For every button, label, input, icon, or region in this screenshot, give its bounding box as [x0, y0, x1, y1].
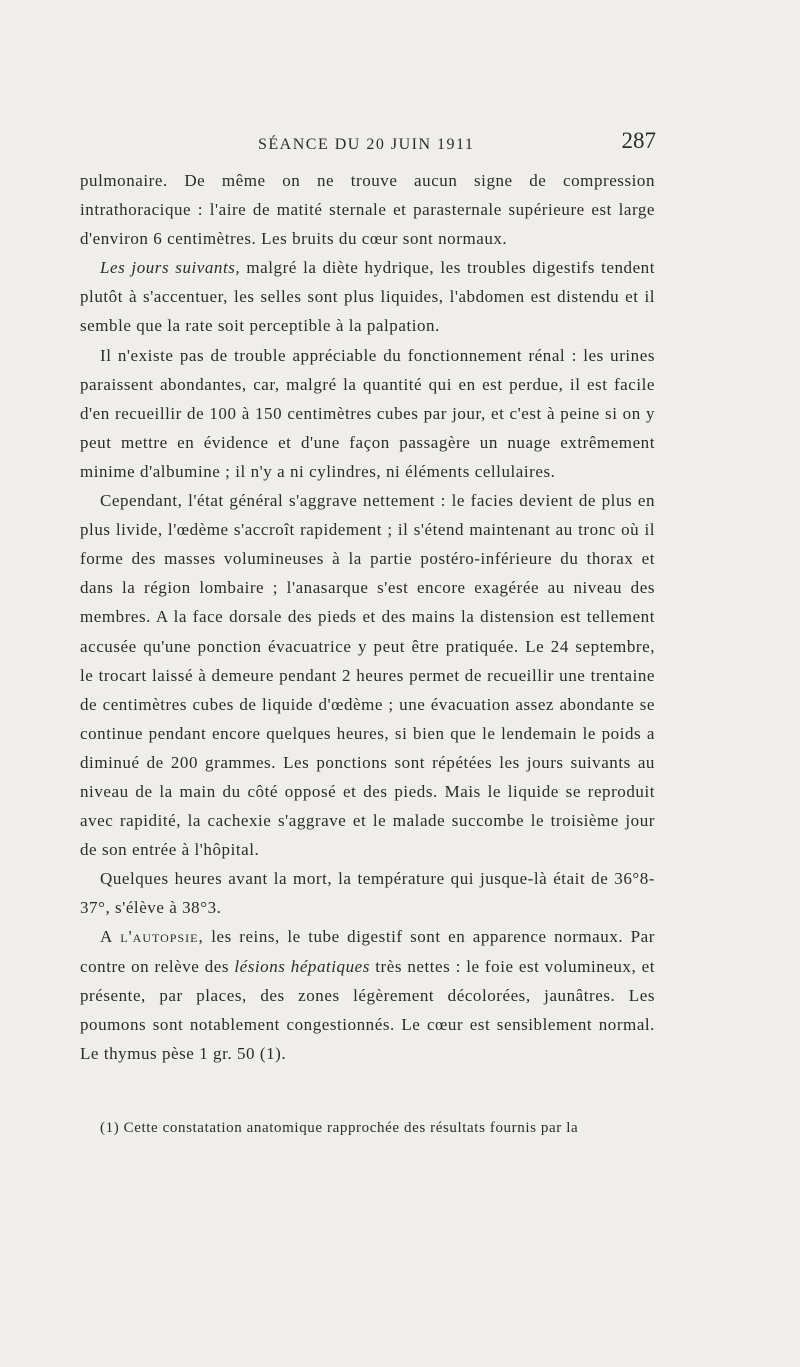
paragraph-6-text-a: les reins, le tube digestif sont en apparence normaux. Par contre on relève des [80, 927, 655, 976]
paragraph-3-text: Il n'existe pas de trouble appréciable du fonctionnement rénal : les urines paraissent abondantes, car, malgré la quantité qui en est perdue, il est facile d'en recueillir de 100 à 150 centimètres cubes par jour, et c'est à peine si on y peut mettre en évidence et d'une façon passagère un nuage extrêmement minime d'albumine ; il n'y a ni cylindres, ni éléments cellulaires. [80, 345, 655, 481]
paragraph-1-text: pulmonaire. De même on ne trouve aucun signe de compression intrathoracique : l'aire de matité sternale et parasternale supérieure est large d'environ 6 centimètres. Les bruits du cœur sont normaux. [80, 171, 655, 249]
paragraph-3 [80, 341, 655, 486]
paragraph-6-italic: lésions hépatiques [234, 956, 370, 976]
footnote: (1) Cette constatation anatomique rapprochée des résultats fournis par la [100, 1120, 579, 1136]
paragraph-4 [80, 486, 655, 864]
paragraph-1 [80, 166, 655, 253]
paragraph-6 [80, 922, 655, 1067]
paragraph-6-lead: A l'autopsie, [100, 927, 204, 947]
running-title: SÉANCE DU 20 JUIN 1911 [258, 136, 475, 153]
paragraph-2 [80, 253, 655, 340]
paragraph-5 [80, 864, 655, 922]
page-header [80, 128, 660, 162]
paragraph-5-text: Quelques heures avant la mort, la température qui jusque-là était de 36°8-37°, s'élève à 38°3. [80, 869, 655, 918]
body-text [80, 166, 655, 1068]
paragraph-4-text: Cependant, l'état général s'aggrave nettement : le facies devient de plus en plus livide, l'œdème s'accroît rapidement ; il s'étend maintenant au tronc où il forme des masses volumineuses à la partie postéro-inférieure du thorax et dans la région lombaire ; l'anasarque s'est encore exagérée au niveau des membres. A la face dorsale des pieds et des mains la distension est tellement accusée qu'une ponction évacuatrice y peut être pratiquée. Le 24 septembre, le trocart laissé à demeure pendant 2 heures permet de recueillir une trentaine de centimètres cubes de liquide d'œdème ; une évacuation assez abondante se continue pendant encore quelques heures, si bien que le lendemain le poids a diminué de 200 grammes. Les ponctions sont répétées les jours suivants au niveau de la main du côté opposé et des pieds. Mais le liquide se reproduit avec rapidité, la cachexie s'aggrave et le malade succombe le troisième jour de son entrée à l'hôpital. [80, 491, 655, 860]
page-number: 287 [621, 128, 656, 153]
paragraph-2-lead: Les jours suivants, [100, 258, 241, 278]
paragraph-2-text: malgré la diète hydrique, les troubles digestifs tendent plutôt à s'accentuer, les selles sont plus liquides, l'abdomen est distendu et il semble que la rate soit perceptible à la palpation. [80, 258, 655, 336]
paragraph-6-text-b: très nettes : le foie est volumineux, et présente, par places, des zones légèrement décolorées, jaunâtres. Les poumons sont notablement congestionnés. Le cœur est sensiblement normal. Le thymus pèse 1 gr. 50 (1). [80, 956, 655, 1063]
